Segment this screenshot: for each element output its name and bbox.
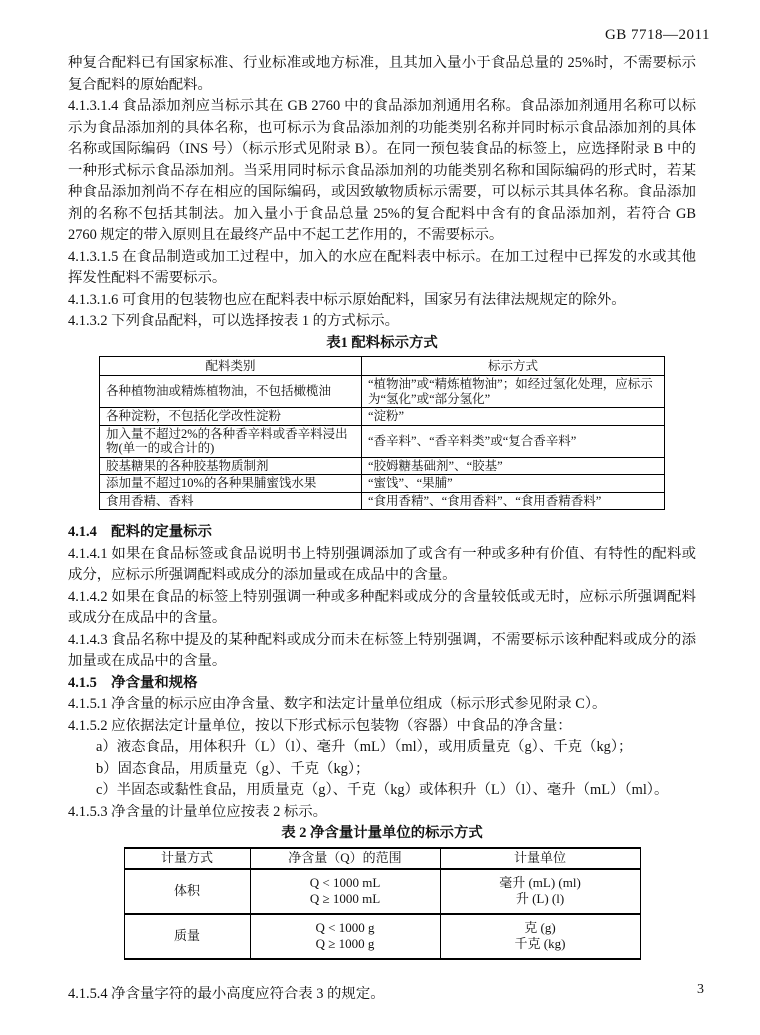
table2-title: 表 2 净含量计量单位的标示方式 <box>281 825 483 841</box>
section-heading-4-1-4: 4.1.4 配料的定量标示 <box>68 524 212 540</box>
table-row <box>124 869 640 914</box>
unit-line: 毫升 (mL) (ml) <box>499 874 581 890</box>
table-row <box>100 408 665 426</box>
table1-ingredient-labeling <box>99 356 665 510</box>
document-number-header: GB 7718—2011 <box>604 27 710 43</box>
table1-category-cell: 各种植物油或精炼植物油，不包括橄榄油 <box>100 376 362 408</box>
paragraph-4-1-3-1-5: 4.1.3.1.5 在食品制造或加工过程中，加入的水应在配料表中标示。在加工过程中已挥发的水或其他挥发性配料不需要标示。 <box>68 248 696 286</box>
table-row <box>100 492 665 510</box>
table1-category-cell: 各种淀粉，不包括化学改性淀粉 <box>100 408 362 426</box>
table1-method-cell: “香辛料”、“香辛料类”或“复合香辛料” <box>362 425 665 457</box>
paragraph-4-1-5-2: 4.1.5.2 应依据法定计量单位，按以下形式标示包装物（容器）中食品的净含量： <box>68 717 572 734</box>
table1-category-cell: 胶基糖果的各种胶基物质制剂 <box>100 457 362 475</box>
paragraph-4-1-4-2: 4.1.4.2 如果在食品的标签上特别强调一种或多种配料或成分的含量较低或无时，应标示所强调配料或成分在成品中的含量。 <box>68 588 696 626</box>
table1-method-cell: “食用香精”、“食用香料”、“食用香精香料” <box>362 492 665 510</box>
range-line: Q ≥ 1000 mL <box>309 891 381 906</box>
table-row <box>100 376 665 408</box>
table1-title: 表1 配料标示方式 <box>326 334 438 351</box>
paragraph-4-1-4-1: 4.1.4.1 如果在食品标签或食品说明书上特别强调添加了或含有一种或多种有价值、有特性的配料或成分，应标示所强调配料或成分的添加量或在成品中的含量。 <box>68 545 696 583</box>
paragraph-continuation: 种复合配料已有国家标准、行业标准或地方标准，且其加入量小于食品总量的 25%时，不需要标示复合配料的原始配料。 <box>68 55 696 93</box>
table2-unit-cell <box>440 914 640 959</box>
list-item-a: a）液态食品，用体积升（L）（l）、毫升（mL）（ml），或用质量克（g）、千克（kg）； <box>96 739 633 755</box>
paragraph-4-1-5-4: 4.1.5.4 净含量字符的最小高度应符合表 3 的规定。 <box>68 985 385 1002</box>
paragraph-4-1-4-3: 4.1.4.3 食品名称中提及的某种配料或成分而未在标签上特别强调，不需要标示该种配料或成分的添加量或在成品中的含量。 <box>68 631 696 669</box>
table1-method-cell: “胶姆糖基础剂”、“胶基” <box>362 457 665 475</box>
table-row <box>100 475 665 493</box>
paragraph-4-1-3-1-4: 4.1.3.1.4 食品添加剂应当标示其在 GB 2760 中的食品添加剂通用名称。食品添加剂通用名称可以标示为食品添加剂的具体名称，也可标示为食品添加剂的功能类别名称并同时标示食品添加剂的具体名称或国际编码（INS 号）（标示形式见附录 B）。在同一预包装食品的标签上，应选择附录 B 中的一种形式标示食品添加剂。当采用同时标示食品添加剂的功能类别名称和国际编码的形式时，若某种食品添加剂尚不存在相应的国际编码，或因致敏物质标示需要，可以标示其具体名称。食品添加剂的名称不包括其制法。加入量小于食品总量 25%的复合配料中含有的食品添加剂，若符合 GB 2760 规定的带入原则且在最终产品中不起工艺作用的，不需要标示。 <box>68 98 696 243</box>
range-line: Q < 1000 g <box>315 919 375 935</box>
unit-line: 升 (L) (l) <box>515 891 565 906</box>
list-item-b: b）固态食品，用质量克（g）、千克（kg）； <box>96 760 370 777</box>
table1-method-cell: “蜜饯”、“果脯” <box>362 475 665 493</box>
table1-header-row <box>100 357 665 376</box>
section-heading-4-1-5: 4.1.5 净含量和规格 <box>68 674 198 691</box>
paragraph-4-1-3-1-6: 4.1.3.1.6 可食用的包装物也应在配料表中标示原始配料，国家另有法律法规规定的除外。 <box>68 291 626 308</box>
range-line: Q < 1000 mL <box>309 874 381 890</box>
unit-line: 千克 (kg) <box>514 936 566 951</box>
table2-header-range: 净含量（Q）的范围 <box>250 848 440 869</box>
table1-category-cell: 添加量不超过10%的各种果脯蜜饯水果 <box>100 475 362 493</box>
table-row <box>124 914 640 959</box>
table2-range-cell <box>250 914 440 959</box>
table1-category-cell: 加入量不超过2%的各种香辛料或香辛料浸出物(单一的或合计的) <box>100 425 362 457</box>
table1-header-method: 标示方式 <box>362 357 665 376</box>
table2-net-content-units <box>124 847 641 960</box>
paragraph-4-1-5-3: 4.1.5.3 净含量的计量单位应按表 2 标示。 <box>68 803 328 820</box>
table1-category-cell: 食用香精、香料 <box>100 492 362 510</box>
table2-measure-cell: 体积 <box>124 869 250 914</box>
table2-header-unit: 计量单位 <box>440 848 640 869</box>
paragraph-4-1-5-1: 4.1.5.1 净含量的标示应由净含量、数字和法定计量单位组成（标示形式参见附录 C）。 <box>68 696 607 712</box>
page-content <box>68 26 710 1005</box>
unit-line: 克 (g) <box>524 919 556 935</box>
table-row <box>100 425 665 457</box>
table2-range-cell <box>250 869 440 914</box>
table1-method-cell: “淀粉” <box>362 408 665 426</box>
table2-unit-cell <box>440 869 640 914</box>
page-number: 3 <box>697 982 704 997</box>
paragraph-4-1-3-2: 4.1.3.2 下列食品配料，可以选择按表 1 的方式标示。 <box>68 313 399 329</box>
table2-measure-cell: 质量 <box>124 914 250 959</box>
table2-header-measure: 计量方式 <box>124 848 250 869</box>
range-line: Q ≥ 1000 g <box>315 936 375 951</box>
table1-method-cell: “植物油”或“精炼植物油”；如经过氢化处理，应标示为“氢化”或“部分氢化” <box>362 376 665 408</box>
table-row <box>100 457 665 475</box>
table2-header-row <box>124 848 640 869</box>
table1-header-category: 配料类别 <box>100 357 362 376</box>
list-item-c: c）半固态或黏性食品，用质量克（g）、千克（kg）或体积升（L）（l）、毫升（mL）（ml）。 <box>96 782 669 798</box>
